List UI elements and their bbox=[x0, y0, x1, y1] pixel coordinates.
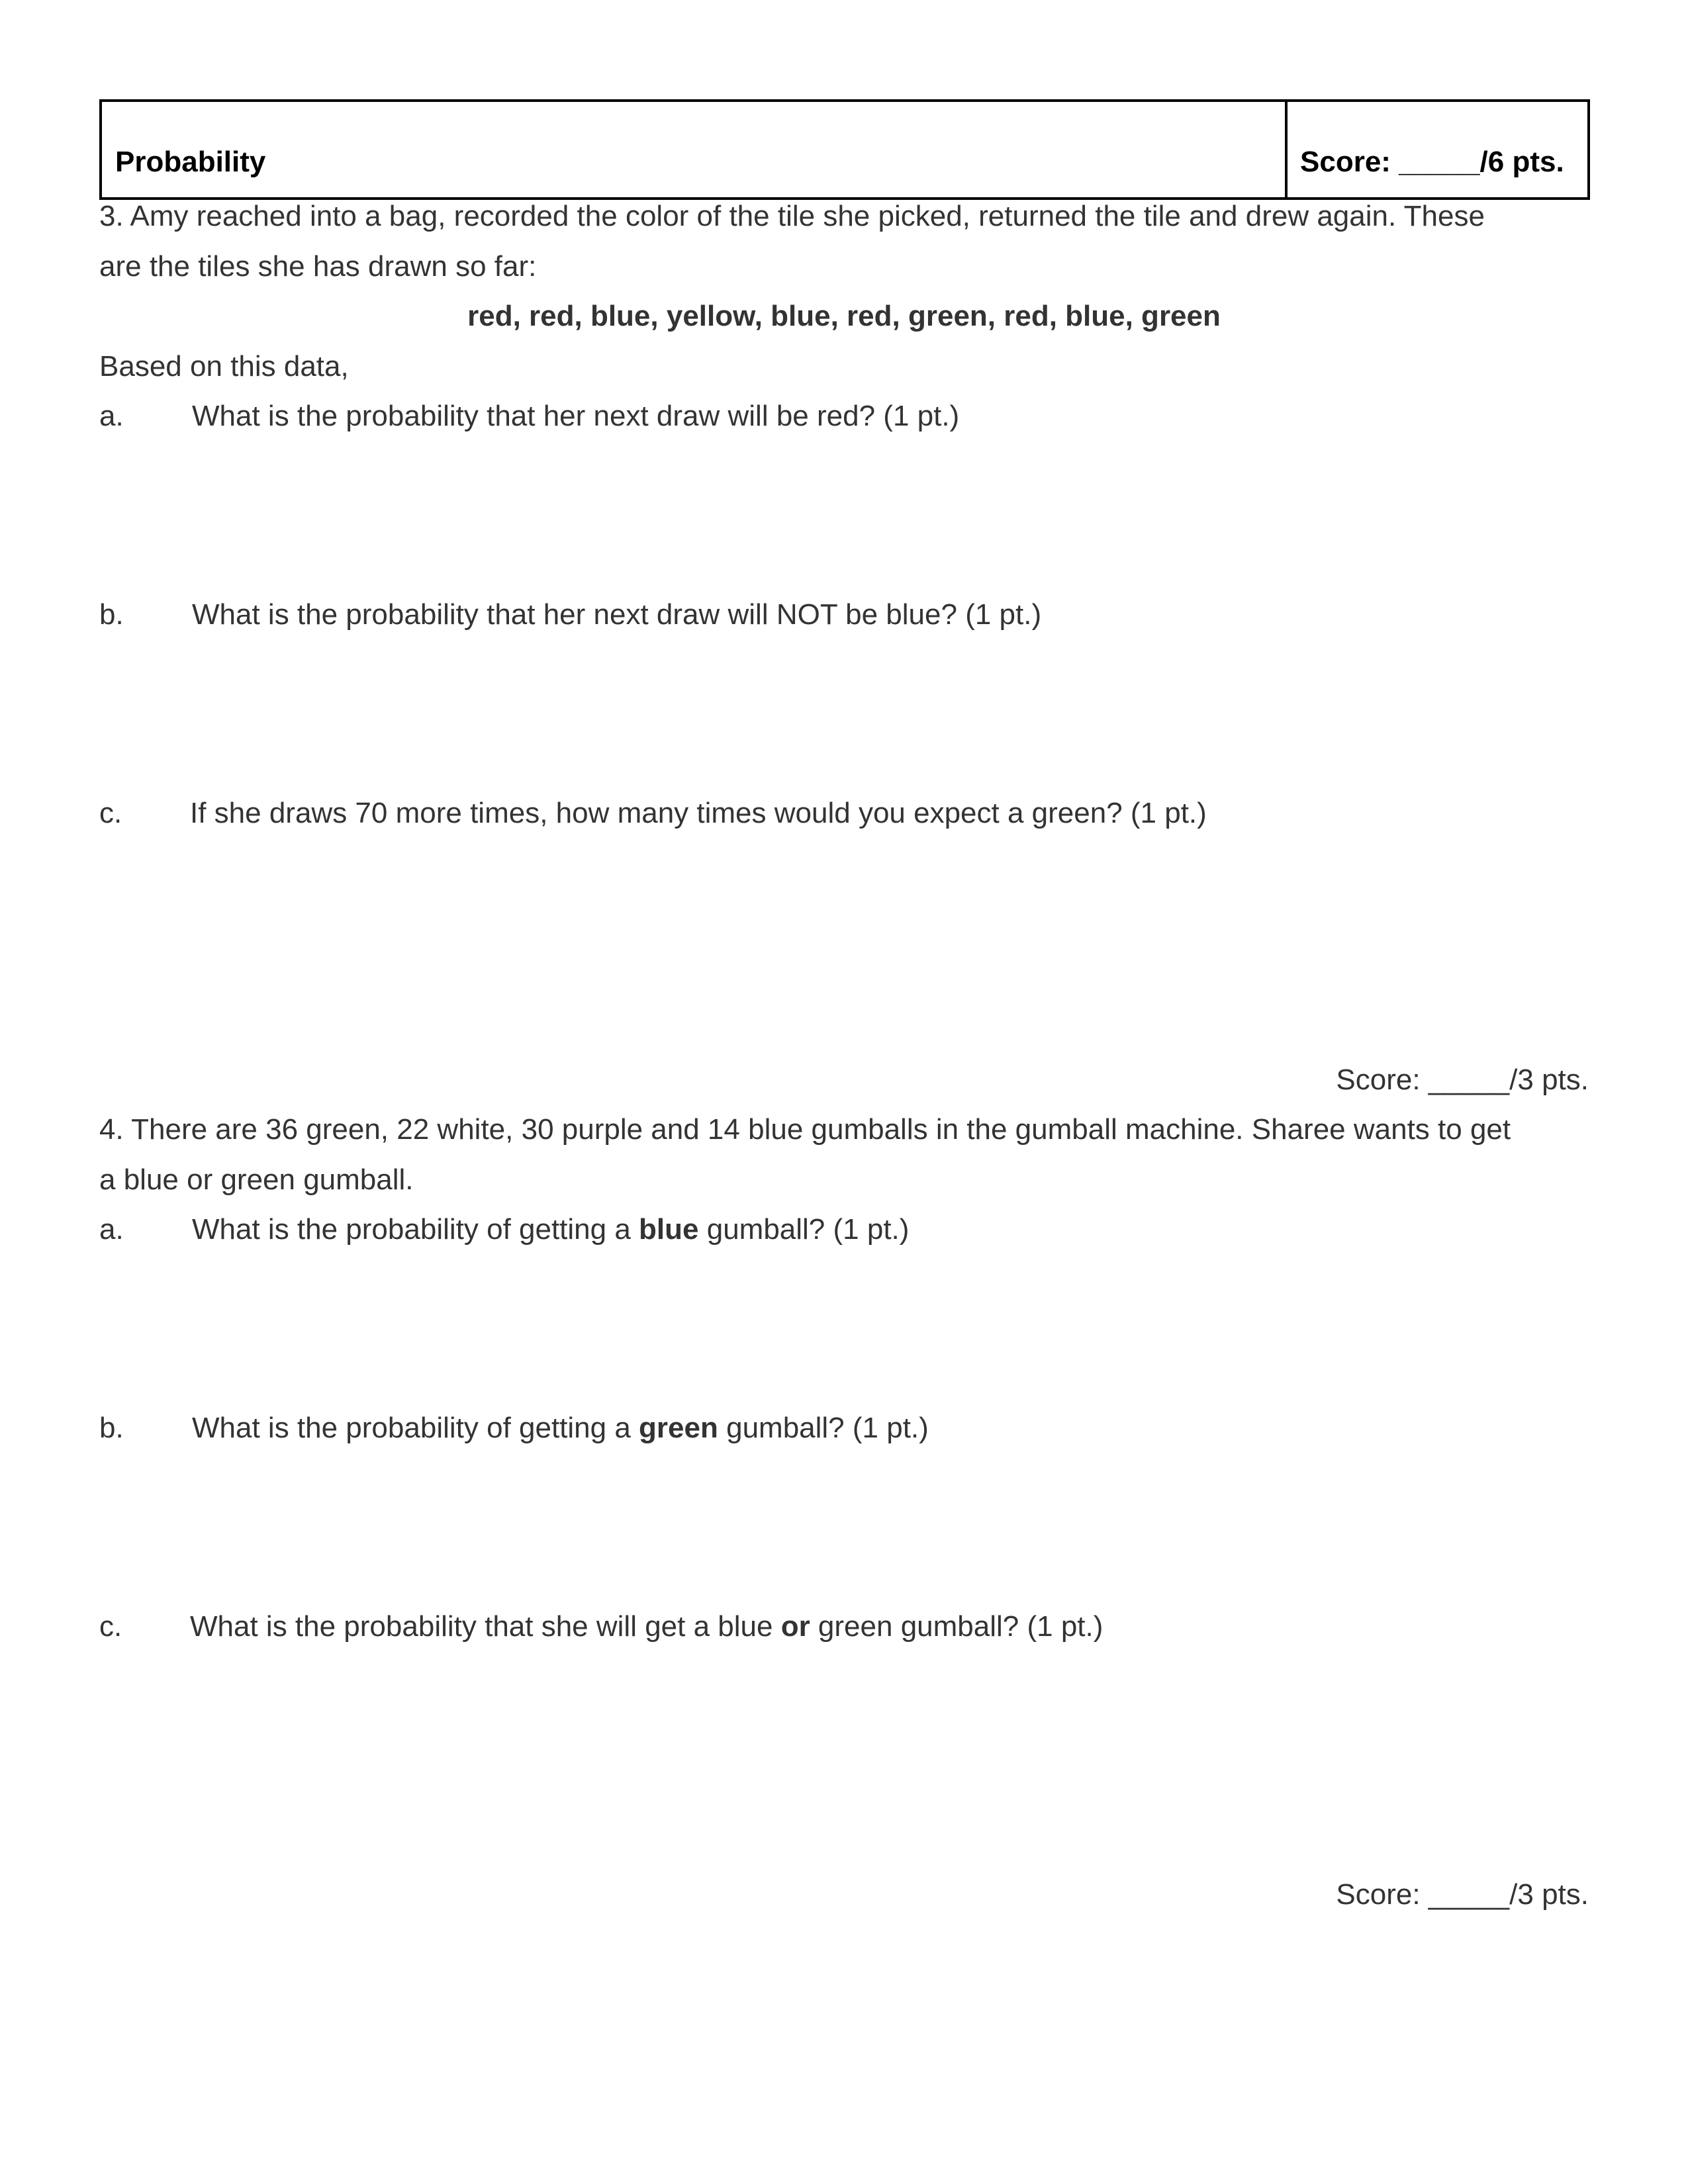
q3-intro-line2: are the tiles she has drawn so far: bbox=[99, 250, 537, 283]
q4-score: Score: _____/3 pts. bbox=[1336, 1878, 1589, 1911]
q4a-question bbox=[192, 1213, 909, 1246]
q3-score: Score: _____/3 pts. bbox=[1336, 1064, 1589, 1096]
q4-intro-line1: 4. There are 36 green, 22 white, 30 purple and 14 blue gumballs in the gumball machine. Sharee wants to get bbox=[99, 1113, 1511, 1146]
q3-intro-line1: 3. Amy reached into a bag, recorded the color of the tile she picked, returned the tile and drew again. These bbox=[99, 200, 1485, 232]
q4b-text-before: What is the probability of getting a bbox=[192, 1412, 639, 1444]
q3c-question: If she draws 70 more times, how many times would you expect a green? (1 pt.) bbox=[190, 797, 1207, 829]
q4c-text-after: green gumball? (1 pt.) bbox=[810, 1610, 1103, 1643]
q4c-text-before: What is the probability that she will get a blue bbox=[190, 1610, 781, 1643]
q4b-text-bold: green bbox=[639, 1412, 718, 1444]
q4b-text-after: gumball? (1 pt.) bbox=[718, 1412, 929, 1444]
q4a-text-after: gumball? (1 pt.) bbox=[698, 1213, 910, 1246]
q3c-label: c. bbox=[99, 797, 122, 829]
header-divider bbox=[1285, 102, 1288, 197]
page-title: Probability bbox=[115, 146, 266, 178]
q3b-label: b. bbox=[99, 598, 124, 631]
q4a-label: a. bbox=[99, 1213, 124, 1246]
q3-tiles-list: red, red, blue, yellow, blue, red, green, red, blue, green bbox=[467, 300, 1221, 332]
q4c-question bbox=[190, 1610, 1103, 1643]
q3b-question: What is the probability that her next draw will NOT be blue? (1 pt.) bbox=[192, 598, 1042, 631]
q4b-question bbox=[192, 1412, 929, 1445]
q4c-text-bold: or bbox=[780, 1610, 810, 1643]
q3a-label: a. bbox=[99, 400, 124, 432]
total-score: Score: _____/6 pts. bbox=[1300, 146, 1564, 178]
header-box bbox=[99, 99, 1590, 200]
q4-intro-line2: a blue or green gumball. bbox=[99, 1163, 414, 1196]
q3-based-on: Based on this data, bbox=[99, 350, 349, 383]
q3a-question: What is the probability that her next draw will be red? (1 pt.) bbox=[192, 400, 960, 432]
q4a-text-before: What is the probability of getting a bbox=[192, 1213, 639, 1246]
q4a-text-bold: blue bbox=[639, 1213, 699, 1246]
q4b-label: b. bbox=[99, 1412, 124, 1444]
q4c-label: c. bbox=[99, 1610, 122, 1643]
